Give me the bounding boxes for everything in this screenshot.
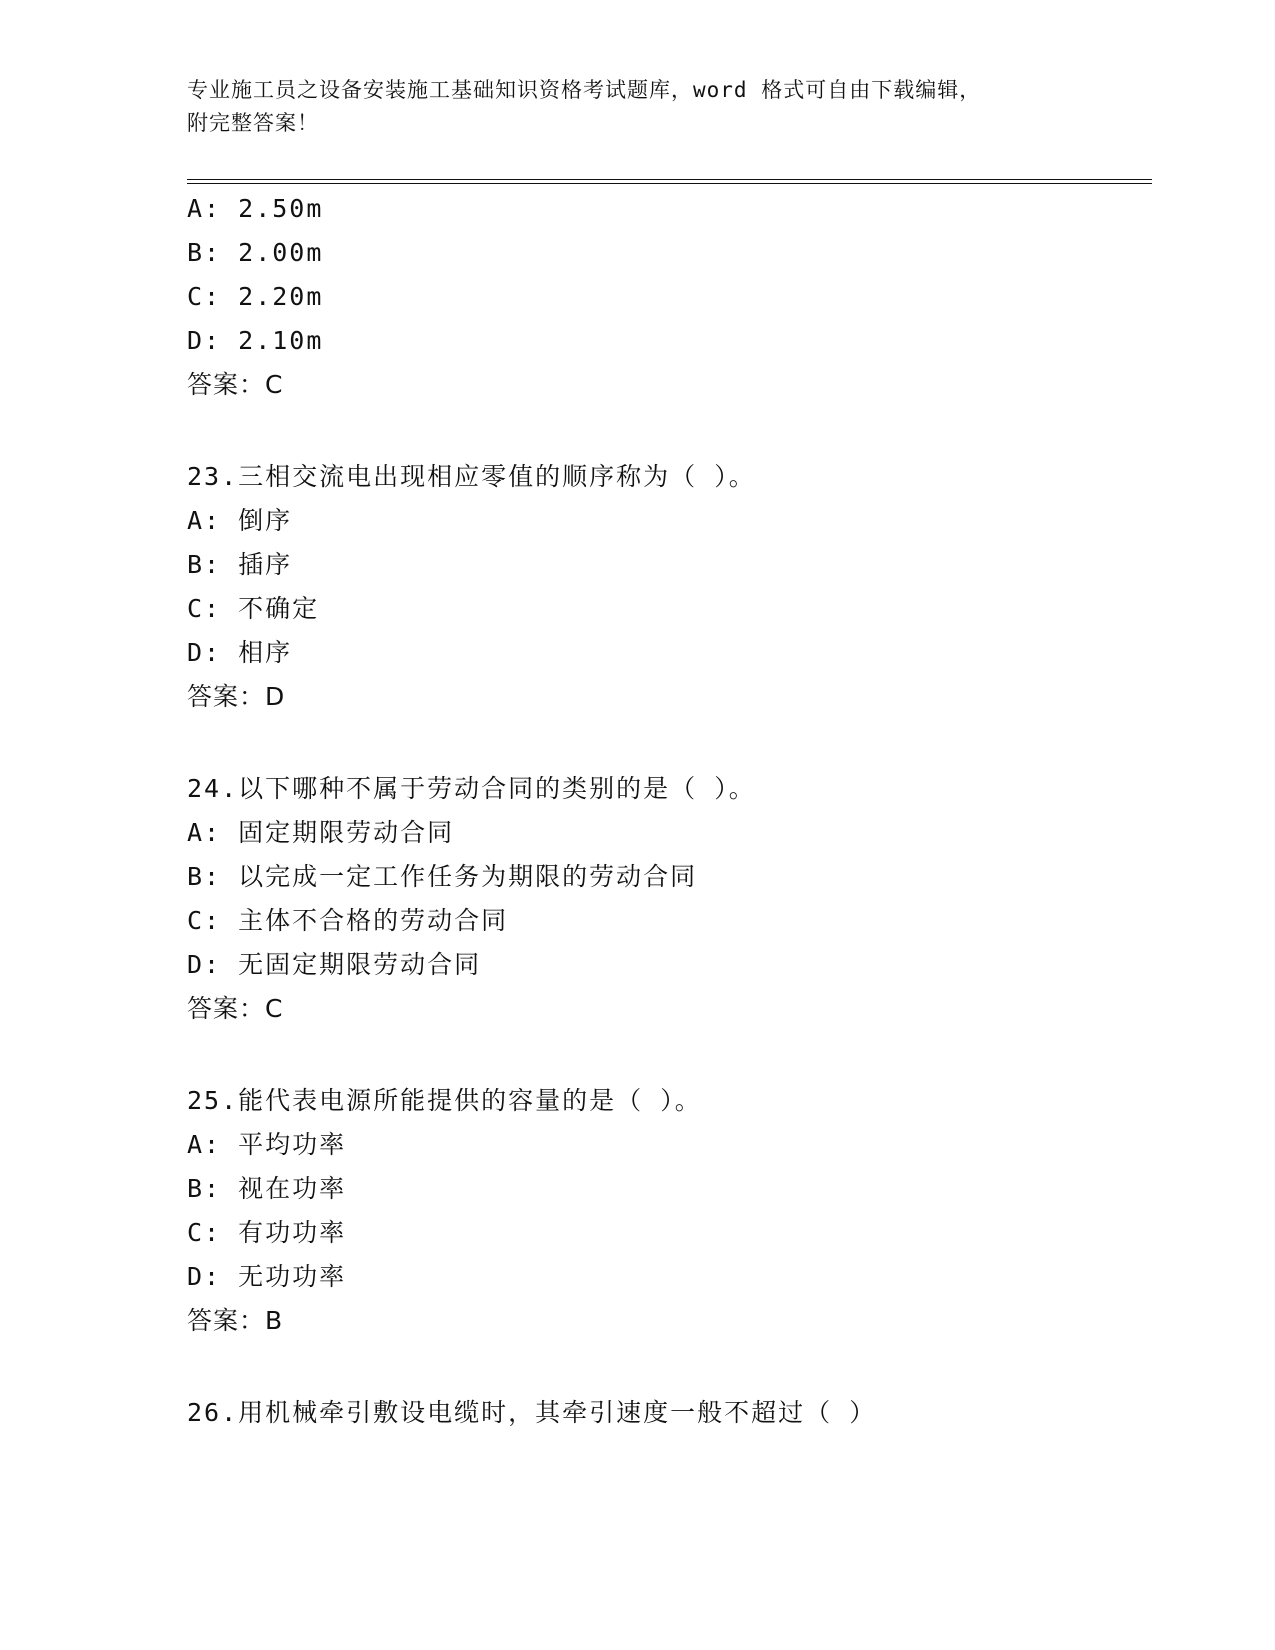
q24-option-a: A: 固定期限劳动合同 xyxy=(187,818,455,847)
q25-option-a: A: 平均功率 xyxy=(187,1130,347,1159)
q23-option-a: A: 倒序 xyxy=(187,506,293,535)
q24-option-c: C: 主体不合格的劳动合同 xyxy=(187,906,509,935)
header-line-1: 专业施工员之设备安装施工基础知识资格考试题库，word 格式可自由下载编辑， xyxy=(187,78,982,102)
q22-option-a: A: 2.50m xyxy=(187,194,324,223)
q24-answer: 答案：C xyxy=(187,994,284,1023)
q25-question: 25.能代表电源所能提供的容量的是（ ）。 xyxy=(187,1086,702,1115)
q23-question: 23.三相交流电出现相应零值的顺序称为（ ）。 xyxy=(187,462,756,491)
q22-option-c: C: 2.20m xyxy=(187,282,324,311)
q25-answer: 答案：B xyxy=(187,1306,284,1335)
q26-question: 26.用机械牵引敷设电缆时，其牵引速度一般不超过（ ） xyxy=(187,1398,877,1427)
q25-option-c: C: 有功功率 xyxy=(187,1218,347,1247)
q24-option-d: D: 无固定期限劳动合同 xyxy=(187,950,482,979)
q22-option-b: B: 2.00m xyxy=(187,238,324,267)
header-divider-bottom xyxy=(187,183,1152,184)
q23-option-c: C: 不确定 xyxy=(187,594,320,623)
q24-question: 24.以下哪种不属于劳动合同的类别的是（ ）。 xyxy=(187,774,756,803)
document-header xyxy=(187,74,1067,140)
q23-answer: 答案：D xyxy=(187,682,286,711)
q25-option-b: B: 视在功率 xyxy=(187,1174,347,1203)
q24-option-b: B: 以完成一定工作任务为期限的劳动合同 xyxy=(187,862,698,891)
q25-option-d: D: 无功功率 xyxy=(187,1262,347,1291)
q22-option-d: D: 2.10m xyxy=(187,326,324,355)
q23-option-b: B: 插序 xyxy=(187,550,293,579)
q23-option-d: D: 相序 xyxy=(187,638,293,667)
q22-answer: 答案：C xyxy=(187,370,284,399)
header-divider-top xyxy=(187,179,1152,180)
header-line-2: 附完整答案！ xyxy=(187,111,319,135)
